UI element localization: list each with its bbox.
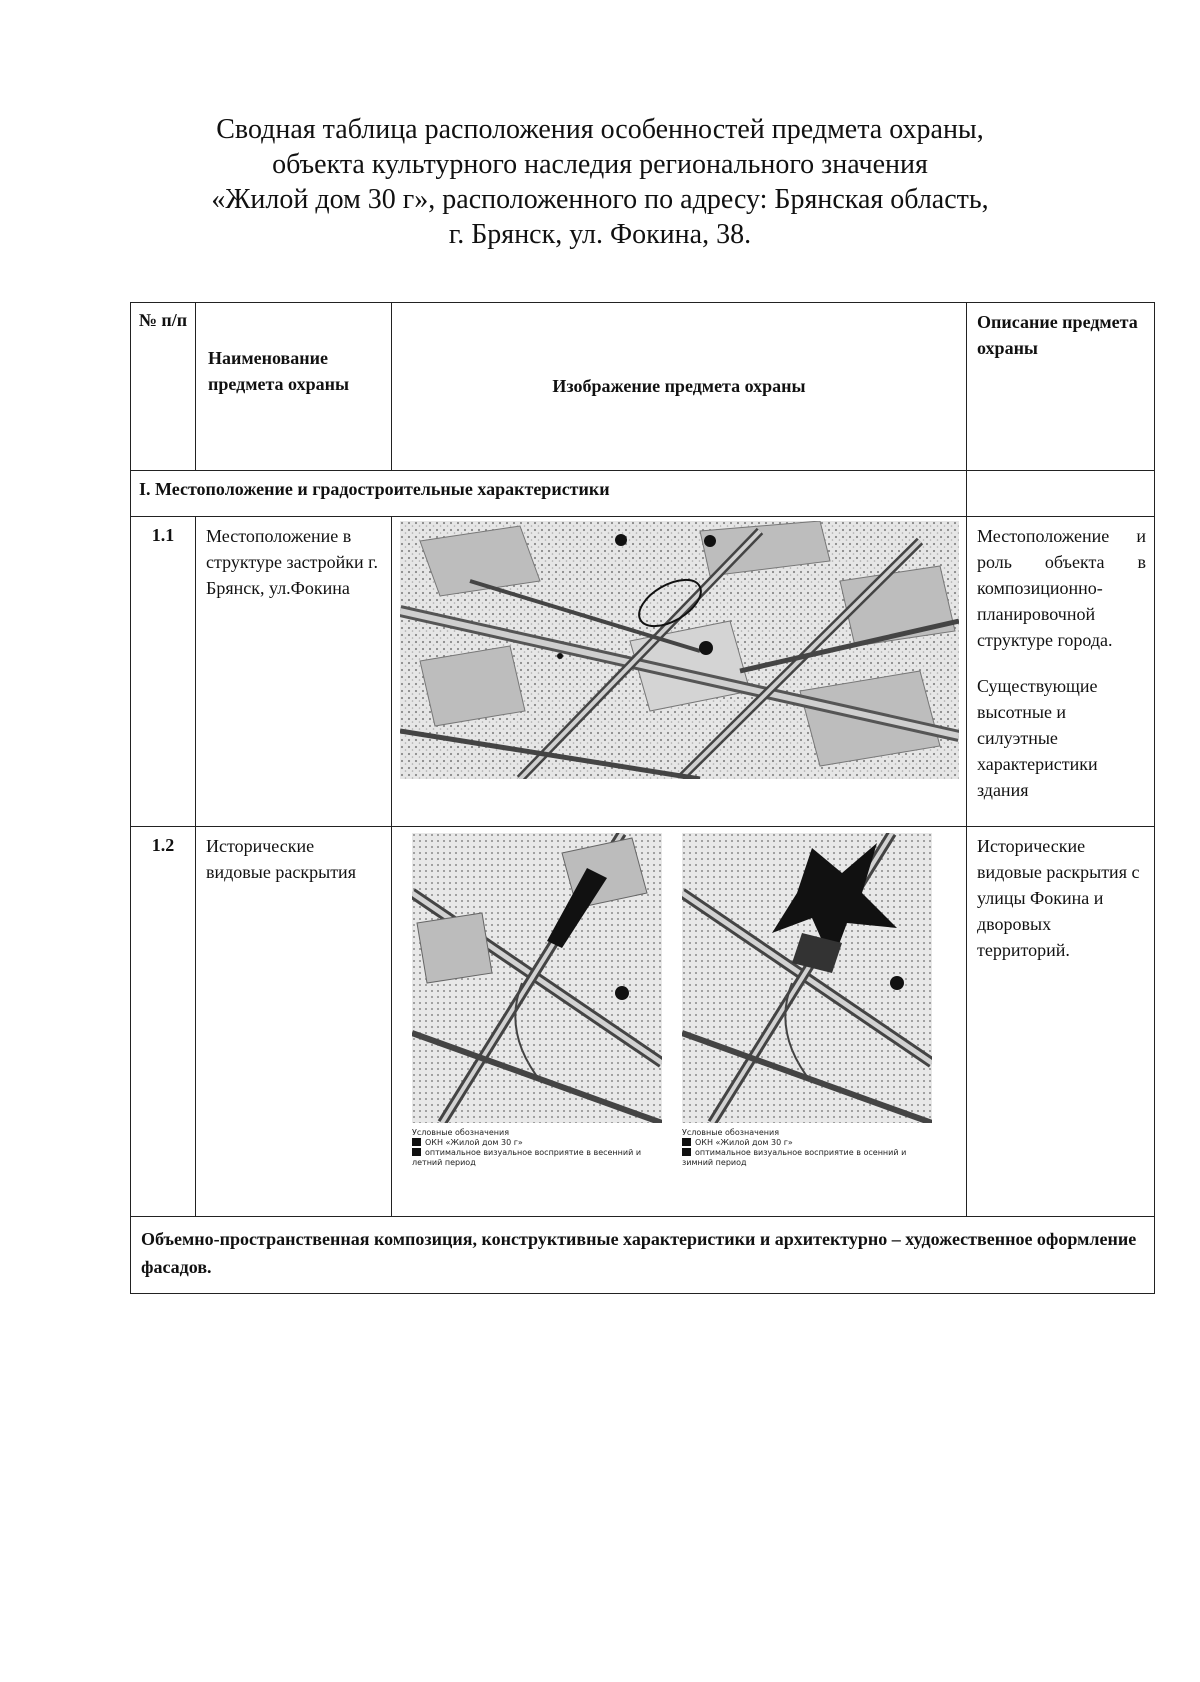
- legend-square-icon: [682, 1138, 691, 1146]
- legend-title: Условные обозначения: [412, 1128, 510, 1137]
- section-row-1: [131, 471, 1155, 517]
- legend-item-label: ОКН «Жилой дом 30 г»: [695, 1138, 793, 1147]
- map-legend-1: [412, 1128, 662, 1168]
- section-row-2: [131, 1217, 1155, 1294]
- header-row: [131, 303, 1155, 471]
- legend-square-icon: [682, 1148, 691, 1156]
- title-line-1: Сводная таблица расположения особенностей предмета охраны,: [216, 114, 984, 145]
- row-description: [967, 517, 1155, 827]
- row-number: 1.2: [131, 827, 196, 1217]
- view-map-autumn-winter: [682, 833, 932, 1168]
- legend-item-object: [682, 1138, 932, 1148]
- summary-table: [130, 302, 1155, 1294]
- row-name: Исторические видовые раскрытия: [196, 827, 392, 1217]
- legend-item-view: [412, 1148, 662, 1168]
- city-map-image: [400, 521, 959, 779]
- legend-item-object: [412, 1138, 662, 1148]
- section-1-empty-cell: [967, 471, 1155, 517]
- header-num: № п/п: [131, 303, 196, 471]
- row-number: 1.1: [131, 517, 196, 827]
- title-line-2: объекта культурного наследия регионального значения: [272, 149, 928, 180]
- description-paragraph-2: Существующие высотные и силуэтные характеристики здания: [977, 676, 1098, 800]
- header-description: Описание предмета охраны: [967, 303, 1155, 471]
- legend-item-label: оптимальное визуальное восприятие в осенний и зимний период: [682, 1148, 907, 1167]
- row-description: [967, 827, 1155, 1217]
- table-row: [131, 827, 1155, 1217]
- title-line-3: «Жилой дом 30 г», расположенного по адресу: Брянская область,: [211, 184, 989, 215]
- legend-title: Условные обозначения: [682, 1128, 780, 1137]
- legend-item-view: [682, 1148, 932, 1168]
- document-title: [0, 112, 1200, 252]
- image-cell: [392, 827, 967, 1217]
- view-map-image-2: [682, 833, 932, 1123]
- header-image: Изображение предмета охраны: [392, 303, 967, 471]
- legend-square-icon: [412, 1138, 421, 1146]
- legend-item-label: ОКН «Жилой дом 30 г»: [425, 1138, 523, 1147]
- title-line-4: г. Брянск, ул. Фокина, 38.: [448, 219, 752, 250]
- section-heading-1: I. Местоположение и градостроительные характеристики: [131, 471, 967, 517]
- legend-square-icon: [412, 1148, 421, 1156]
- legend-item-label: оптимальное визуальное восприятие в весенний и летний период: [412, 1148, 642, 1167]
- view-maps: [412, 833, 960, 1168]
- description-paragraph-1: Исторические видовые раскрытия с улицы Фокина и дворовых территорий.: [977, 836, 1140, 960]
- description-paragraph-1: Местоположение и роль объекта в композиционно-планировочной структуре города.: [977, 526, 1146, 650]
- header-name: Наименование предмета охраны: [196, 303, 392, 471]
- map-legend-2: [682, 1128, 932, 1168]
- section-heading-2: Объемно-пространственная композиция, конструктивные характеристики и архитектурно – художественное оформление фасадов.: [131, 1217, 1155, 1294]
- image-cell: [392, 517, 967, 827]
- row-name: Местоположение в структуре застройки г. Брянск, ул.Фокина: [196, 517, 392, 827]
- table-row: [131, 517, 1155, 827]
- view-map-image-1: [412, 833, 662, 1123]
- view-map-spring-summer: [412, 833, 662, 1168]
